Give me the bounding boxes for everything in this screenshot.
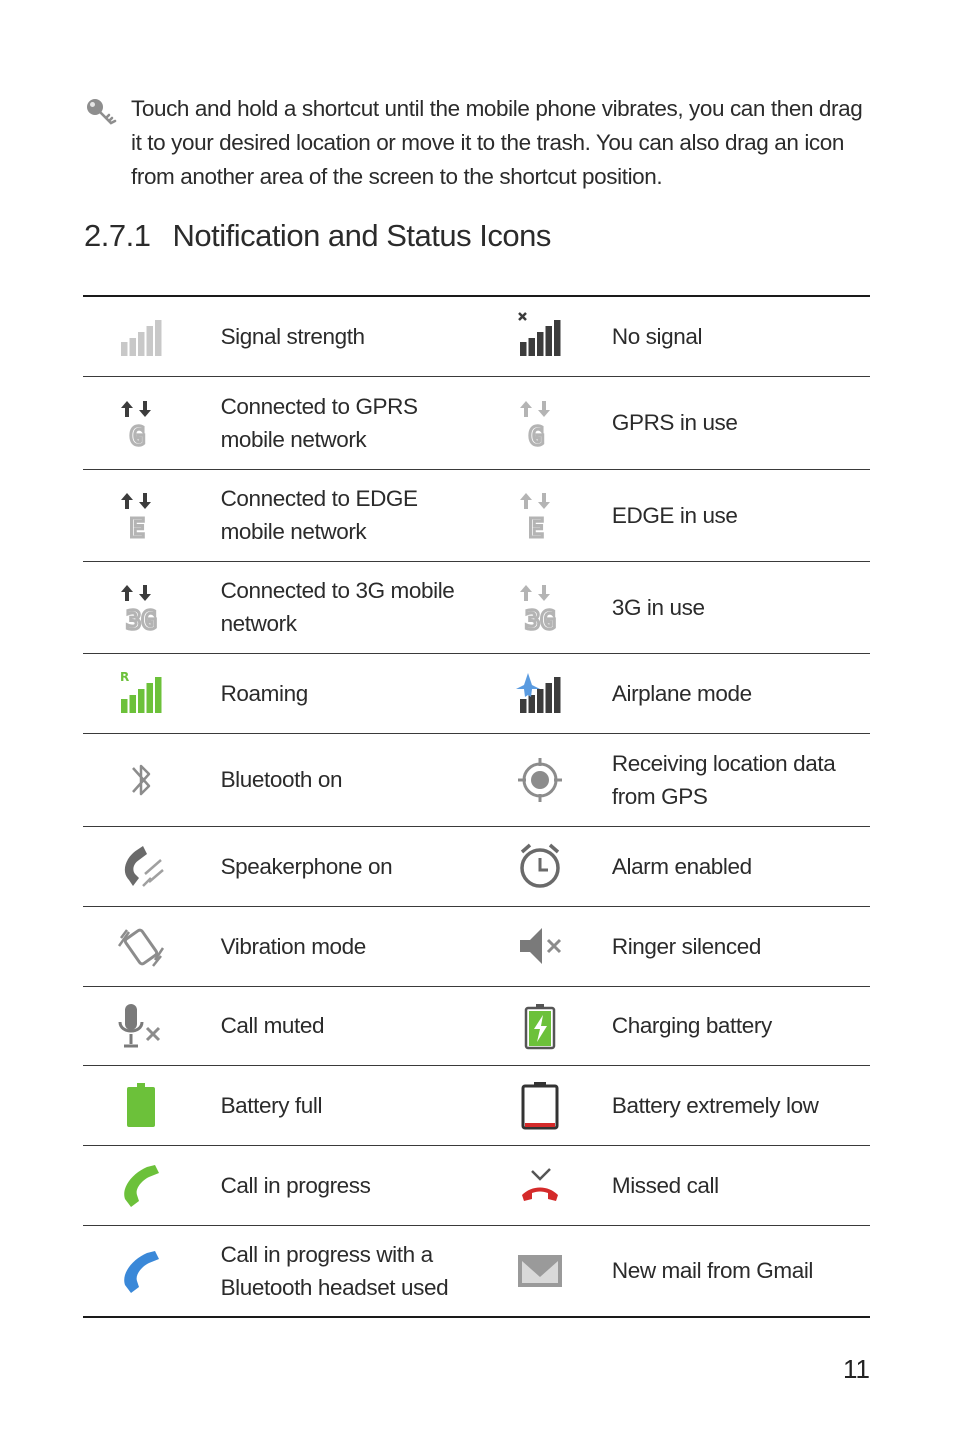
icon-label: Airplane mode xyxy=(598,653,870,733)
icon-label: Call muted xyxy=(199,986,483,1065)
svg-text:3G: 3G xyxy=(524,606,556,633)
icon-label: Speakerphone on xyxy=(199,826,483,906)
icon-label: Call in progress with a Bluetooth headset used xyxy=(220,1241,449,1300)
icon-cell xyxy=(482,906,598,986)
icon-cell xyxy=(482,826,598,906)
icon-label: Roaming xyxy=(199,653,483,733)
icon-cell xyxy=(83,826,199,906)
icon-cell xyxy=(83,733,199,826)
call-in-progress-icon xyxy=(115,1159,167,1211)
airplane-mode-icon xyxy=(514,667,566,719)
section-number: 2.7.1 xyxy=(84,218,151,253)
page-number: 11 xyxy=(843,1354,870,1384)
table-row xyxy=(83,469,870,561)
icon-label: Battery full xyxy=(199,1065,483,1145)
icon-cell xyxy=(83,906,199,986)
table-row xyxy=(83,906,870,986)
table-row xyxy=(83,296,870,376)
icon-label: Connected to 3G mobile network xyxy=(199,561,483,653)
icon-label: Connected to EDGE mobile network xyxy=(199,469,483,561)
icon-label: No signal xyxy=(598,296,870,376)
icon-label: New mail from Gmail xyxy=(611,1258,814,1284)
edge-in-use-icon xyxy=(514,489,566,541)
icon-cell xyxy=(482,653,598,733)
tip-icon xyxy=(84,96,120,132)
icon-cell xyxy=(482,1225,598,1317)
icon-label: Bluetooth on xyxy=(199,733,483,826)
icon-label: EDGE in use xyxy=(598,469,870,561)
bluetooth-call-icon xyxy=(115,1245,167,1297)
icon-label: Battery extremely low xyxy=(598,1065,870,1145)
icon-cell xyxy=(83,376,199,469)
icon-cell xyxy=(83,1145,199,1225)
gmail-icon xyxy=(514,1245,566,1297)
charging-battery-icon xyxy=(514,1000,566,1052)
table-row xyxy=(83,733,870,826)
3g-in-use-icon xyxy=(514,581,566,633)
signal-strength-icon xyxy=(115,310,167,362)
icon-label: Vibration mode xyxy=(199,906,483,986)
svg-text:3G: 3G xyxy=(125,606,157,633)
icon-cell xyxy=(83,1065,199,1145)
3g-connected-icon xyxy=(115,581,167,633)
table-row xyxy=(83,653,870,733)
svg-text:R: R xyxy=(119,670,129,684)
call-muted-icon xyxy=(115,1000,167,1052)
icon-cell xyxy=(83,1225,199,1317)
icon-label: Receiving location data from GPS xyxy=(598,733,870,826)
icon-cell xyxy=(83,653,199,733)
battery-low-icon xyxy=(514,1079,566,1131)
svg-text:G: G xyxy=(528,421,544,449)
icon-label: 3G in use xyxy=(598,561,870,653)
table-row xyxy=(83,986,870,1065)
icon-cell xyxy=(83,469,199,561)
roaming-icon xyxy=(115,667,167,719)
edge-connected-icon xyxy=(115,489,167,541)
icon-cell xyxy=(482,296,598,376)
icon-label: Charging battery xyxy=(598,986,870,1065)
icon-cell xyxy=(482,561,598,653)
icon-cell xyxy=(482,1065,598,1145)
icon-cell xyxy=(482,986,598,1065)
no-signal-icon xyxy=(514,310,566,362)
icon-cell xyxy=(83,561,199,653)
alarm-icon xyxy=(514,840,566,892)
icon-label: Missed call xyxy=(598,1145,870,1225)
icon-label: Ringer silenced xyxy=(598,906,870,986)
section-title: Notification and Status Icons xyxy=(172,218,551,253)
icon-label: Call in progress xyxy=(199,1145,483,1225)
table-row xyxy=(83,376,870,469)
bluetooth-icon xyxy=(115,754,167,806)
gps-icon xyxy=(514,754,566,806)
svg-text:E: E xyxy=(129,514,145,541)
table-row xyxy=(83,1065,870,1145)
icon-cell xyxy=(83,986,199,1065)
icon-label: Connected to GPRS mobile network xyxy=(199,376,483,469)
speakerphone-icon xyxy=(115,840,167,892)
icon-cell xyxy=(482,376,598,469)
gprs-in-use-icon xyxy=(514,397,566,449)
svg-text:E: E xyxy=(528,514,544,541)
table-row xyxy=(83,1145,870,1225)
table-row xyxy=(83,1225,870,1317)
icon-cell xyxy=(482,469,598,561)
icon-label: Alarm enabled xyxy=(598,826,870,906)
svg-text:G: G xyxy=(129,421,145,449)
missed-call-icon xyxy=(514,1159,566,1211)
tip-text: Touch and hold a shortcut until the mobile phone vibrates, you can then drag it to your desired location or move it to the trash. You can also drag an icon from another area of the screen to the shortcut position. xyxy=(131,96,863,189)
table-row xyxy=(83,561,870,653)
icon-cell xyxy=(83,296,199,376)
section-heading xyxy=(84,218,551,254)
battery-full-icon xyxy=(115,1079,167,1131)
icon-label: Signal strength xyxy=(199,296,483,376)
table-row xyxy=(83,826,870,906)
icon-cell xyxy=(482,1145,598,1225)
icon-cell xyxy=(482,733,598,826)
status-icons-table xyxy=(83,295,870,1318)
vibration-icon xyxy=(115,920,167,972)
gprs-connected-icon xyxy=(115,397,167,449)
icon-label: GPRS in use xyxy=(598,376,870,469)
ringer-silenced-icon xyxy=(514,920,566,972)
